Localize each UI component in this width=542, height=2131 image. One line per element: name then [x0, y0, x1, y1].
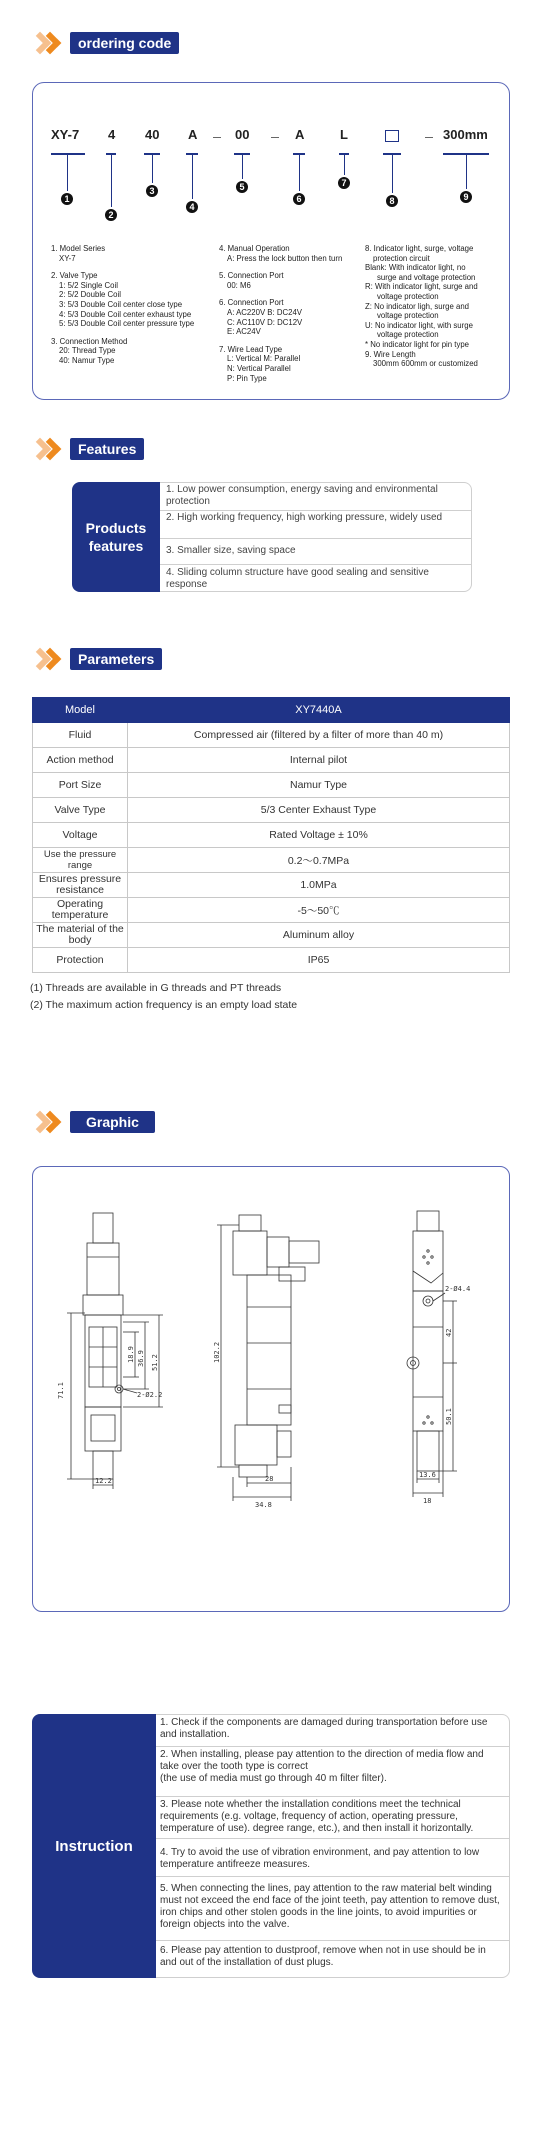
parameters-section-header: [32, 648, 162, 670]
oc-text: E: AC24V: [227, 327, 261, 337]
param-key: Voltage: [33, 823, 128, 848]
dim-label: 18: [423, 1497, 432, 1505]
ordering-col-3: [365, 244, 505, 369]
label-line: Products: [85, 520, 147, 536]
leader-line: [242, 155, 243, 179]
oc-text: 4: 5/3 Double Coil center exhaust type: [59, 309, 192, 319]
label-line: features: [88, 538, 144, 554]
graphic-section-header: [32, 1111, 155, 1133]
oc-text: 6. Connection Port: [219, 298, 284, 308]
code-underline: [51, 153, 85, 155]
ordering-code-box: [32, 82, 510, 400]
dim-label: 36.9: [137, 1350, 145, 1367]
oc-text: A: Press the lock button then turn: [227, 253, 343, 263]
marker-1: 1: [61, 193, 73, 205]
oc-text: 5: 5/3 Double Coil center pressure type: [59, 319, 195, 329]
marker-9: 9: [460, 191, 472, 203]
instruction-item: 3. Please note whether the installation conditions meet the technical requirements (e.g. voltage, frequency of action, operating pressure, temperature of use). degree range, etc.), and then install it horizontally.: [156, 1797, 509, 1839]
code-dash: [425, 137, 433, 138]
oc-text: 9. Wire Length: [365, 349, 416, 359]
leader-line: [299, 155, 300, 191]
technical-drawing: [33, 1167, 511, 1613]
parameter-note: (1) Threads are available in G threads and PT threads: [30, 982, 282, 994]
param-key: Ensures pressure resistance: [33, 873, 128, 898]
param-value: Compressed air (filtered by a filter of more than 40 m): [128, 723, 510, 748]
dim-label: 2-Ø2.2: [137, 1391, 163, 1399]
dim-label: 34.8: [255, 1501, 272, 1509]
marker-7: 7: [338, 177, 350, 189]
double-chevron-icon: [32, 438, 68, 460]
dim-label: 50.1: [445, 1408, 453, 1425]
oc-text: R: With indicator light, surge and: [365, 282, 478, 292]
products-features-label: [72, 482, 160, 592]
header-cell: Model: [33, 698, 128, 723]
oc-text: surge and voltage protection: [377, 272, 476, 282]
table-row: [33, 748, 510, 773]
oc-text: 1: 5/2 Single Coil: [59, 280, 118, 290]
dim-label: 13.6: [419, 1471, 436, 1479]
oc-text: protection circuit: [373, 253, 430, 263]
oc-text: U: No indicator light, with surge: [365, 320, 473, 330]
ordering-col-2: [219, 244, 359, 383]
feature-item: 2. High working frequency, high working pressure, widely used: [160, 511, 471, 539]
code-part-voltage: A: [295, 127, 305, 142]
double-chevron-icon: [32, 648, 68, 670]
code-part-wire-length: 300mm: [443, 127, 488, 142]
code-part-manual: A: [188, 127, 198, 142]
ordering-col-1: [51, 244, 211, 366]
oc-text: 40: Namur Type: [59, 355, 115, 365]
param-value: Namur Type: [128, 773, 510, 798]
marker-5: 5: [236, 181, 248, 193]
graphic-box: [32, 1166, 510, 1612]
double-chevron-icon: [32, 32, 68, 54]
parameter-note: (2) The maximum action frequency is an empty load state: [30, 999, 298, 1011]
oc-text: C: AC110V D: DC12V: [227, 317, 303, 327]
oc-text: N: Vertical Parallel: [227, 363, 291, 373]
table-row: [33, 823, 510, 848]
param-value: Rated Voltage ± 10%: [128, 823, 510, 848]
features-section-header: [32, 438, 144, 460]
dim-label: 42: [445, 1328, 453, 1337]
features-list: [160, 482, 472, 592]
table-row: [33, 873, 510, 898]
oc-text: 3. Connection Method: [51, 336, 128, 346]
oc-text: P: Pin Type: [227, 373, 267, 383]
oc-text: 3: 5/3 Double Coil center close type: [59, 299, 183, 309]
table-row: [33, 923, 510, 948]
param-value: 1.0MPa: [128, 873, 510, 898]
code-part-port: 00: [235, 127, 250, 142]
param-value: Aluminum alloy: [128, 923, 510, 948]
table-row: [33, 723, 510, 748]
code-part-connection-method: 40: [145, 127, 160, 142]
oc-text: 00: M6: [227, 280, 251, 290]
instruction-list: [156, 1714, 510, 1978]
leader-line: [192, 155, 193, 199]
oc-text: * No indicator light for pin type: [365, 339, 470, 349]
param-key: Fluid: [33, 723, 128, 748]
param-value: 5/3 Center Exhaust Type: [128, 798, 510, 823]
leader-line: [152, 155, 153, 183]
oc-text: Z: No indicator ligh, surge and: [365, 301, 470, 311]
oc-text: L: Vertical M: Parallel: [227, 354, 301, 364]
param-key: Use the pressure range: [33, 848, 128, 873]
dim-label: 71.1: [57, 1382, 65, 1399]
section-title: Features: [70, 438, 144, 460]
dim-label: 28: [265, 1475, 274, 1483]
param-key: Operating temperature: [33, 898, 128, 923]
oc-text: 8. Indicator light, surge, voltage: [365, 244, 474, 253]
oc-text: 1. Model Series: [51, 244, 106, 253]
marker-8: 8: [386, 195, 398, 207]
feature-item: 1. Low power consumption, energy saving and environmental protection: [160, 483, 471, 511]
table-header-row: [33, 698, 510, 723]
oc-text: 2: 5/2 Double Coil: [59, 290, 121, 300]
code-dash: [213, 137, 221, 138]
section-title: Graphic: [70, 1111, 155, 1133]
param-key: Port Size: [33, 773, 128, 798]
leader-line: [67, 155, 68, 191]
oc-text: A: AC220V B: DC24V: [227, 307, 302, 317]
leader-line: [344, 155, 345, 175]
param-key: Valve Type: [33, 798, 128, 823]
instruction-item: 4. Try to avoid the use of vibration environment, and pay attention to low temperature antifreeze measures.: [156, 1839, 509, 1877]
table-row: [33, 898, 510, 923]
code-part-indicator-blank: [385, 130, 399, 142]
oc-text: 300mm 600mm or customized: [373, 359, 478, 369]
parameters-table: [32, 697, 510, 973]
param-value: -5～50℃: [128, 898, 510, 923]
marker-3: 3: [146, 185, 158, 197]
marker-2: 2: [105, 209, 117, 221]
oc-text: 5. Connection Port: [219, 271, 284, 281]
oc-text: Blank: With indicator light, no: [365, 263, 466, 273]
param-key: Action method: [33, 748, 128, 773]
leader-line: [392, 155, 393, 193]
oc-text: voltage protection: [377, 291, 439, 301]
header-cell: XY7440A: [128, 698, 510, 723]
code-part-wire-lead: L: [340, 127, 348, 142]
dim-label: 51.2: [151, 1354, 159, 1371]
leader-line: [466, 155, 467, 189]
code-part-valve-type: 4: [108, 127, 116, 142]
dim-label: 102.2: [213, 1341, 221, 1363]
oc-text: 2. Valve Type: [51, 271, 98, 281]
param-value: Internal pilot: [128, 748, 510, 773]
table-row: [33, 848, 510, 873]
instruction-item: 2. When installing, please pay attention to the direction of media flow and take over the tooth type is correct (the use of media must go through 40 m filter filter).: [156, 1747, 509, 1797]
code-row: [33, 127, 509, 147]
double-chevron-icon: [32, 1111, 68, 1133]
feature-item: 3. Smaller size, saving space: [160, 539, 471, 565]
feature-item: 4. Sliding column structure have good sealing and sensitive response: [166, 567, 429, 590]
code-part-series: XY-7: [51, 127, 80, 142]
section-title: Parameters: [70, 648, 162, 670]
dim-label: 2-Ø4.4: [445, 1285, 471, 1293]
oc-text: 4. Manual Operation: [219, 244, 290, 253]
table-row: [33, 948, 510, 973]
code-dash: [271, 137, 279, 138]
oc-text: 7. Wire Lead Type: [219, 344, 283, 354]
instruction-item: 6. Please pay attention to dustproof, remove when not in use should be in and out of the installation of dust plugs.: [160, 1945, 486, 1968]
leader-line: [111, 155, 112, 207]
param-value: 0.2～0.7MPa: [128, 848, 510, 873]
param-key: Protection: [33, 948, 128, 973]
marker-6: 6: [293, 193, 305, 205]
instruction-label: Instruction: [32, 1714, 156, 1978]
oc-text: 20: Thread Type: [59, 346, 116, 356]
oc-text: voltage protection: [377, 311, 439, 321]
instruction-item: 5. When connecting the lines, pay attention to the raw material belt winding must not exceed the end face of the joint teeth, pay attention to remove dust, iron chips and other stolen goods in the line joints, to avoid impurities or foreign objects into the valve.: [156, 1877, 509, 1941]
dim-label: 18.9: [127, 1346, 135, 1363]
oc-text: voltage protection: [377, 330, 439, 340]
section-title: ordering code: [70, 32, 179, 54]
param-value: IP65: [128, 948, 510, 973]
ordering-section-header: [32, 32, 179, 54]
table-row: [33, 798, 510, 823]
table-row: [33, 773, 510, 798]
marker-4: 4: [186, 201, 198, 213]
instruction-item: 1. Check if the components are damaged during transportation before use and installation.: [156, 1715, 509, 1747]
param-key: The material of the body: [33, 923, 128, 948]
oc-text: XY-7: [59, 253, 76, 263]
dim-label: 12.2: [95, 1477, 112, 1485]
